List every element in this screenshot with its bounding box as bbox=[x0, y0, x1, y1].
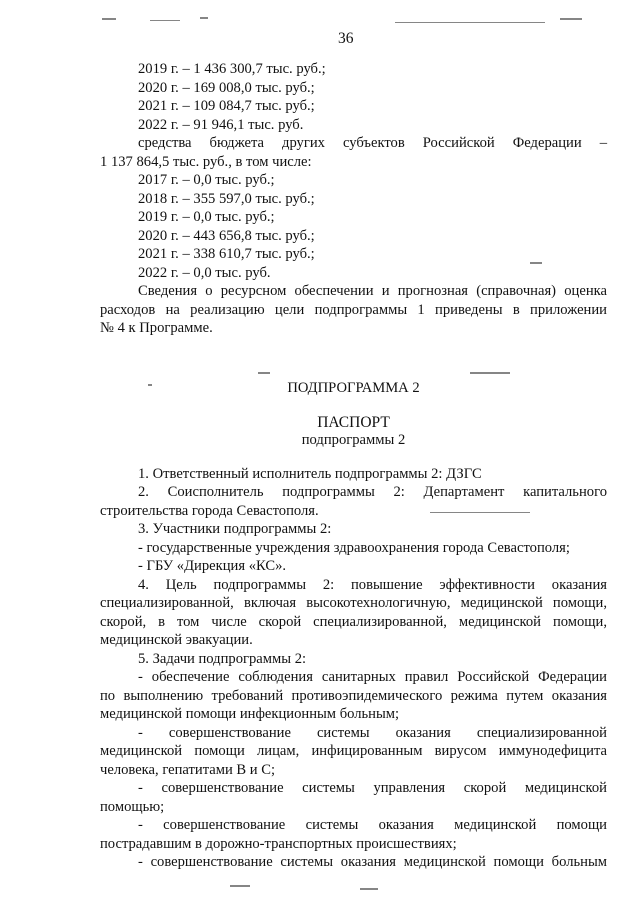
scan-speck bbox=[530, 262, 542, 264]
budget-line: 2018 г. – 355 597,0 тыс. руб.; bbox=[138, 191, 315, 207]
task-line: пострадавшим в дорожно-транспортных происшествиях; bbox=[100, 836, 457, 852]
task-line: - совершенствование системы управления скорой медицинской bbox=[138, 780, 607, 796]
task-line: человека, гепатитами В и С; bbox=[100, 762, 276, 778]
budget-line: 2017 г. – 0,0 тыс. руб.; bbox=[138, 172, 275, 188]
other-subjects-total: 1 137 864,5 тыс. руб., в том числе: bbox=[100, 154, 312, 170]
scan-speck bbox=[395, 22, 545, 23]
task-line: - совершенствование системы оказания медицинской помощи больным bbox=[138, 854, 607, 870]
task-line: медицинской помощи инфекционным больным; bbox=[100, 706, 400, 722]
item-4-line: специализированной, включая высокотехнологичную, медицинской помощи, bbox=[100, 595, 607, 611]
item-3: 3. Участники подпрограммы 2: bbox=[138, 521, 332, 537]
scan-speck bbox=[470, 372, 510, 374]
budget-line: 2020 г. – 443 656,8 тыс. руб.; bbox=[138, 228, 315, 244]
budget-line: 2019 г. – 1 436 300,7 тыс. руб.; bbox=[138, 61, 326, 77]
resources-note-line: № 4 к Программе. bbox=[100, 320, 213, 336]
budget-line: 2022 г. – 0,0 тыс. руб. bbox=[138, 265, 271, 281]
resources-note-line: Сведения о ресурсном обеспечении и прогнозная (справочная) оценка bbox=[138, 283, 607, 299]
scan-speck bbox=[258, 372, 270, 374]
budget-line: 2021 г. – 109 084,7 тыс. руб.; bbox=[138, 98, 315, 114]
item-4-line: скорой, в том числе скорой специализированной, медицинской помощи, bbox=[100, 614, 607, 630]
scan-speck bbox=[102, 18, 116, 20]
scan-speck bbox=[150, 20, 180, 21]
scan-speck bbox=[430, 512, 530, 513]
page-number: 36 bbox=[338, 30, 354, 47]
budget-line: 2019 г. – 0,0 тыс. руб.; bbox=[138, 209, 275, 225]
scan-speck bbox=[560, 18, 582, 20]
item-4-line: 4. Цель подпрограммы 2: повышение эффективности оказания bbox=[138, 577, 607, 593]
scan-speck bbox=[200, 17, 208, 19]
item-4-line: медицинской эвакуации. bbox=[100, 632, 253, 648]
budget-line: 2021 г. – 338 610,7 тыс. руб.; bbox=[138, 246, 315, 262]
passport-subtitle: подпрограммы 2 bbox=[301, 432, 406, 448]
task-line: помощью; bbox=[100, 799, 165, 815]
item-1: 1. Ответственный исполнитель подпрограммы 2: ДЗГС bbox=[138, 466, 482, 482]
subprogram-title: ПОДПРОГРАММА 2 bbox=[287, 380, 420, 396]
budget-line: 2020 г. – 169 008,0 тыс. руб.; bbox=[138, 80, 315, 96]
task-line: - совершенствование системы оказания медицинской помощи bbox=[138, 817, 607, 833]
item-3-participant: - государственные учреждения здравоохранения города Севастополя; bbox=[138, 540, 570, 556]
task-line: - обеспечение соблюдения санитарных правил Российской Федерации bbox=[138, 669, 607, 685]
item-2-line: строительства города Севастополя. bbox=[100, 503, 319, 519]
passport-title: ПАСПОРТ bbox=[317, 414, 390, 431]
other-subjects-line: средства бюджета других субъектов Российской Федерации – bbox=[138, 135, 607, 151]
task-line: - совершенствование системы оказания специализированной bbox=[138, 725, 607, 741]
scan-speck bbox=[360, 888, 378, 890]
budget-line: 2022 г. – 91 946,1 тыс. руб. bbox=[138, 117, 304, 133]
task-line: медицинской помощи лицам, инфицированным вирусом иммунодефицита bbox=[100, 743, 607, 759]
item-3-participant: - ГБУ «Дирекция «КС». bbox=[138, 558, 287, 574]
item-5: 5. Задачи подпрограммы 2: bbox=[138, 651, 307, 667]
resources-note-line: расходов на реализацию цели подпрограммы 1 приведены в приложении bbox=[100, 302, 607, 318]
scan-speck bbox=[230, 885, 250, 887]
task-line: по выполнению требований противоэпидемического режима путем оказания bbox=[100, 688, 607, 704]
item-2-line: 2. Соисполнитель подпрограммы 2: Департамент капитального bbox=[138, 484, 607, 500]
